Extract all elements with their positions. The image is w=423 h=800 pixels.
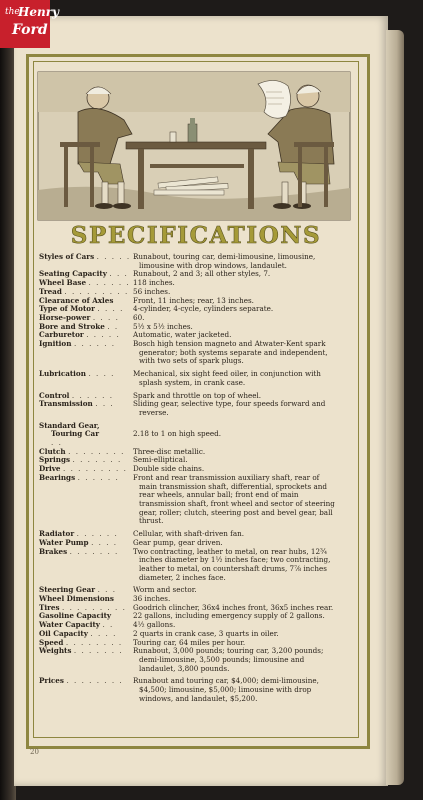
spec-label: Speed [39,637,64,647]
spec-value: 56 inches. [133,286,171,296]
spec-label: Drive [39,464,61,474]
logo-henry: Henry [18,5,59,19]
spec-label: Standard Gear, [39,420,100,430]
spec-row: Type of Motor . . . . 4-cylinder, 4-cycle, cylinders separate. [39,305,339,314]
spec-label: Lubrication [39,369,86,379]
spec-row: Wheel Base . . . . . . . 118 inches. [39,279,339,288]
spec-value: Runabout and touring car, $4,000; demi-limousine, $4,500; limousine, $5,000; limousine with drop windows, and landaulet, $5,200. [133,676,319,703]
spec-row: Carburetor . . . . . Automatic, water jacketed. [39,331,339,340]
spec-row: Lubrication . . . . Mechanical, six sight feed oiler, in conjunction with splash system, in crank case. [39,370,339,387]
spec-label: Horse-power [39,312,91,322]
spec-row: Steering Gear . . . Worm and sector. [39,586,339,595]
spec-row: Prices . . . . . . . . Runabout and touring car, $4,000; demi-limousine, $4,500; limousine, $5,000; limousine with drop windows, and landaulet, $5,200. [39,677,339,703]
spec-value: Goodrich clincher, 36x4 inches front, 36x5 inches rear. [133,602,334,612]
spec-value: Front and rear transmission auxiliary shaft, rear of main transmission shaft, differential, sprockets and rear wheels, annular ball; front end of main transmission shaft, front wheel and sector of steering gear, roller; clutch, steering post and bevel gear, ball thrust. [133,472,335,526]
spec-value: Semi-elliptical. [133,455,188,465]
spec-value: Runabout, touring car, demi-limousine, limousine, limousine with drop windows, landaulet. [133,252,316,270]
spec-row: Horse-power . . . . 60. [39,314,339,323]
spec-label: Seating Capacity [39,269,107,279]
spec-value: Automatic, water jacketed. [133,330,232,340]
spec-value: Bosch high tension magneto and Atwater-Kent spark generator; both systems separate and independent, with two sets of spark plugs. [133,339,328,366]
spec-label: Brakes [39,546,68,556]
spec-value: Front, 11 inches; rear, 13 inches. [133,295,254,305]
spec-label: Gasoline Capacity [39,611,112,621]
spec-value: 2.18 to 1 on high speed. [133,429,222,439]
spec-value: Runabout, 2 and 3; all other styles, 7. [133,269,271,279]
spec-value: 2 quarts in crank case, 3 quarts in oiler. [133,628,279,638]
spec-label: Ignition [39,339,72,349]
spec-label: Radiator [39,529,75,539]
spec-label: Control [39,390,70,400]
henry-ford-logo[interactable] [0,0,59,48]
spec-row: Weights . . . . . . . Runabout, 3,000 pounds; touring car, 3,200 pounds; demi-limousine, 3,500 pounds; limousine and landaulet, 3,800 pounds. [39,647,339,673]
spec-row: Styles of Cars . . . . . . Runabout, touring car, demi-limousine, limousine, limousine with drop windows, landaulet. [39,253,339,270]
spec-row: Brakes . . . . . . . Two contracting, leather to metal, on rear hubs, 12¾ inches diameter by 1½ inches face; two contracting, leather to metal, on countershaft drums, 7⅞ inches diameter, 2 inches face. [39,548,339,583]
specifications-list [39,253,339,703]
spec-row: Oil Capacity . . . . 2 quarts in crank case, 3 quarts in oiler. [39,630,339,639]
spec-row: Bore and Stroke . . 5½ x 5½ inches. [39,323,339,332]
spec-value: Double side chains. [133,464,205,474]
spec-row: Springs . . . . . . . Semi-elliptical. [39,456,339,465]
spec-label: Tread [39,286,62,296]
spec-row: Water Capacity . . 4½ gallons. [39,621,339,630]
spec-label: Transmission [39,399,93,409]
spec-value: 60. [133,312,145,322]
spec-value: 5½ x 5½ inches. [133,321,193,331]
spec-value: 4-cylinder, 4-cycle, cylinders separate. [133,304,274,314]
spec-value: Touring car, 64 miles per hour. [133,637,246,647]
logo-the: the [5,7,20,17]
spec-row: Bearings . . . . . . Front and rear transmission auxiliary shaft, rear of main transmission shaft, differential, sprockets and rear wheels, annular ball; front end of main transmission shaft, front wheel and sector of steering gear, roller; clutch, steering post and bevel gear, ball thrust. [39,474,339,526]
spec-label: Water Pump [39,537,89,547]
spec-row: Tread . . . . . . . . . 56 inches. [39,288,339,297]
spec-value: 4½ gallons. [133,620,176,630]
spec-label: Styles of Cars [39,252,95,261]
spec-label: Clutch [39,446,66,456]
page-number: 20 [30,748,39,756]
spec-value: Mechanical, six sight feed oiler, in conjunction with splash system, in crank case. [133,369,321,387]
spec-row: Transmission . . . Sliding gear, selective type, four speeds forward and reverse. [39,400,339,417]
spec-value: 22 gallons, including emergency supply of 2 gallons. [133,611,325,621]
spec-row: Water Pump . . . . Gear pump, gear driven. [39,539,339,548]
spec-label: Bearings [39,472,76,482]
page-title: SPECIFICATIONS [70,222,322,249]
spec-value: Two contracting, leather to metal, on rear hubs, 12¾ inches diameter by 1½ inches face; two contracting, leather to metal, on countershaft drums, 7⅞ inches diameter, 2 inches face. [133,546,331,582]
illustration-two-gentlemen-at-table [38,72,350,220]
logo-ford: Ford [12,22,48,38]
spec-label: Water Capacity [39,620,100,630]
spec-row: Clutch . . . . . . . . Three-disc metallic. [39,448,339,457]
spec-row: Seating Capacity . . . Runabout, 2 and 3; all other styles, 7. [39,270,339,279]
spec-row: Tires . . . . . . . . . Goodrich clincher, 36x4 inches front, 36x5 inches rear. [39,604,339,613]
spec-label: Weights [39,646,72,656]
spec-label: Type of Motor [39,304,95,314]
spec-row: Drive . . . . . . . . . Double side chains. [39,465,339,474]
spec-row: Control . . . . . . Spark and throttle on top of wheel. [39,392,339,401]
spec-value: 118 inches. [133,278,175,288]
spec-value: Worm and sector. [133,585,197,595]
spec-label: Steering Gear [39,585,96,595]
spec-label: Tires [39,602,60,612]
spec-label: Prices [39,676,64,686]
spec-value: Gear pump, gear driven. [133,537,223,547]
spec-label: Clearance of Axles [39,295,114,305]
spec-row: Standard Gear, Touring Car . . 2.18 to 1 on high speed. [39,422,339,448]
spec-label: Touring Car [51,429,99,439]
spec-label: Oil Capacity [39,628,88,638]
spec-row: Speed . . . . . . . . Touring car, 64 miles per hour. [39,639,339,648]
spec-label: Springs [39,455,71,465]
spec-label: Wheel Dimensions [39,594,114,604]
spec-value: Three-disc metallic. [133,446,206,456]
spec-row: Ignition . . . . . . Bosch high tension magneto and Atwater-Kent spark generator; both systems separate and independent, with two sets of spark plugs. [39,340,339,366]
spec-value: Spark and throttle on top of wheel. [133,390,262,400]
spec-label: Carburetor [39,330,84,340]
spec-value: Cellular, with shaft-driven fan. [133,529,245,539]
spec-row: Radiator . . . . . . Cellular, with shaft-driven fan. [39,530,339,539]
spec-label: Bore and Stroke [39,321,105,331]
spec-value: Sliding gear, selective type, four speeds forward and reverse. [133,399,326,417]
spec-value: Runabout, 3,000 pounds; touring car, 3,200 pounds; demi-limousine, 3,500 pounds; limousine and landaulet, 3,800 pounds. [133,646,324,673]
spec-value: 36 inches. [133,594,171,604]
spec-label: Wheel Base [39,278,87,288]
page-edge [386,30,404,785]
